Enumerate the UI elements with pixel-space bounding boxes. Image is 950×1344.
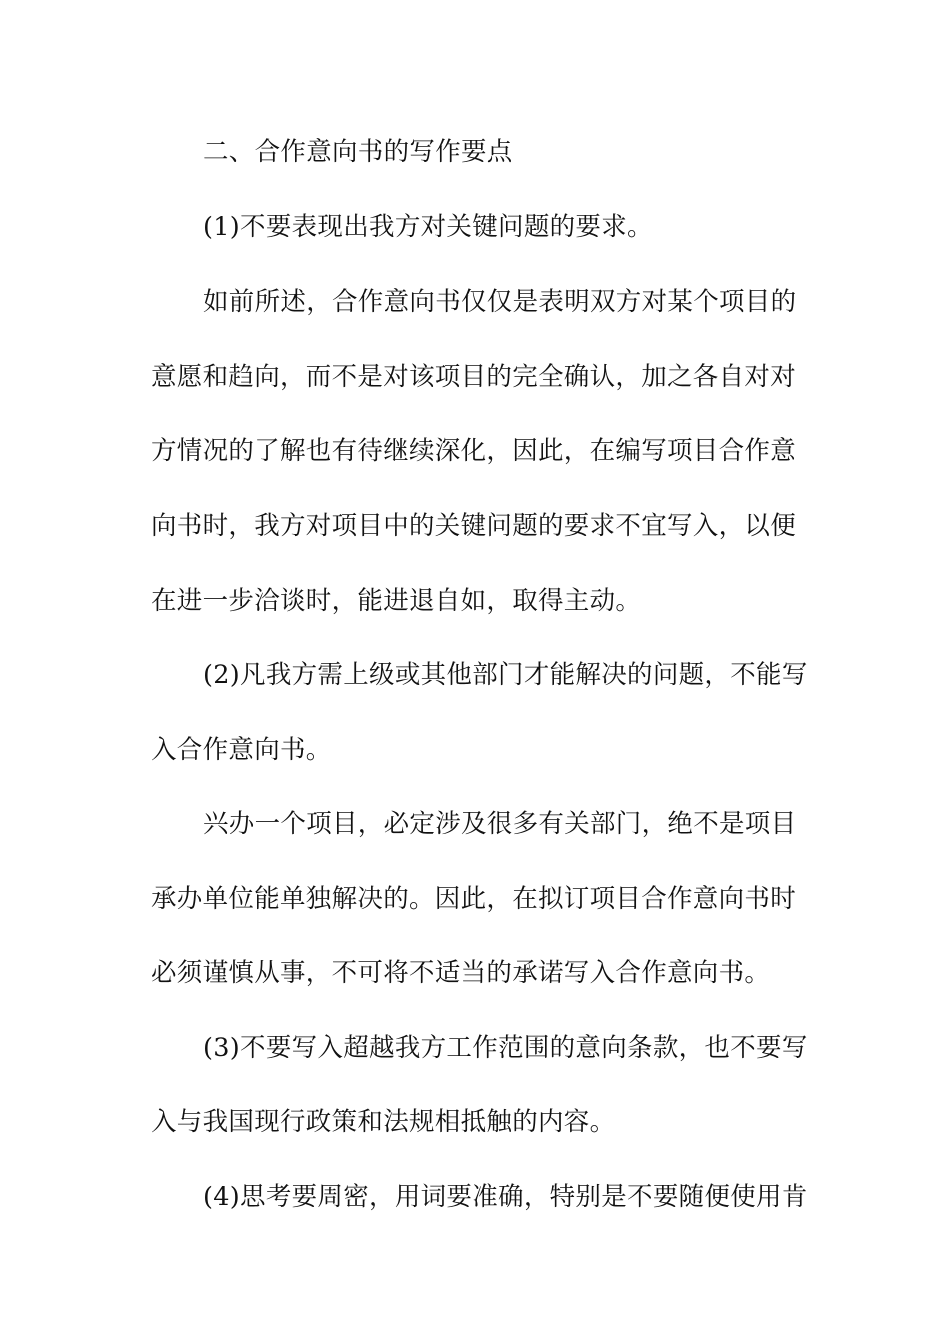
section-heading: 二、合作意向书的写作要点	[203, 137, 513, 167]
paragraph-line: 意愿和趋向，而不是对该项目的完全确认，加之各自对对	[151, 362, 797, 392]
paragraph-line: 入合作意向书。	[151, 735, 332, 765]
paragraph-line: (3)不要写入超越我方工作范围的意向条款，也不要写	[203, 1033, 808, 1063]
paragraph-line: 方情况的了解也有待继续深化，因此，在编写项目合作意	[151, 436, 797, 466]
paragraph-line: 兴办一个项目，必定涉及很多有关部门，绝不是项目	[203, 809, 797, 839]
paragraph-line: 向书时，我方对项目中的关键问题的要求不宜写入，以便	[151, 511, 797, 541]
paragraph-line: 必须谨慎从事，不可将不适当的承诺写入合作意向书。	[151, 958, 771, 988]
paragraph-line: (2)凡我方需上级或其他部门才能解决的问题，不能写	[203, 660, 808, 690]
paragraph-line: (4)思考要周密，用词要准确，特别是不要随便使用肯	[203, 1182, 808, 1212]
paragraph-line: 入与我国现行政策和法规相抵触的内容。	[151, 1107, 616, 1137]
paragraph-line: 如前所述，合作意向书仅仅是表明双方对某个项目的	[203, 287, 797, 317]
paragraph-line: 在进一步洽谈时，能进退自如，取得主动。	[151, 586, 642, 616]
paragraph-line: (1)不要表现出我方对关键问题的要求。	[203, 212, 653, 242]
paragraph-line: 承办单位能单独解决的。因此，在拟订项目合作意向书时	[151, 884, 797, 914]
